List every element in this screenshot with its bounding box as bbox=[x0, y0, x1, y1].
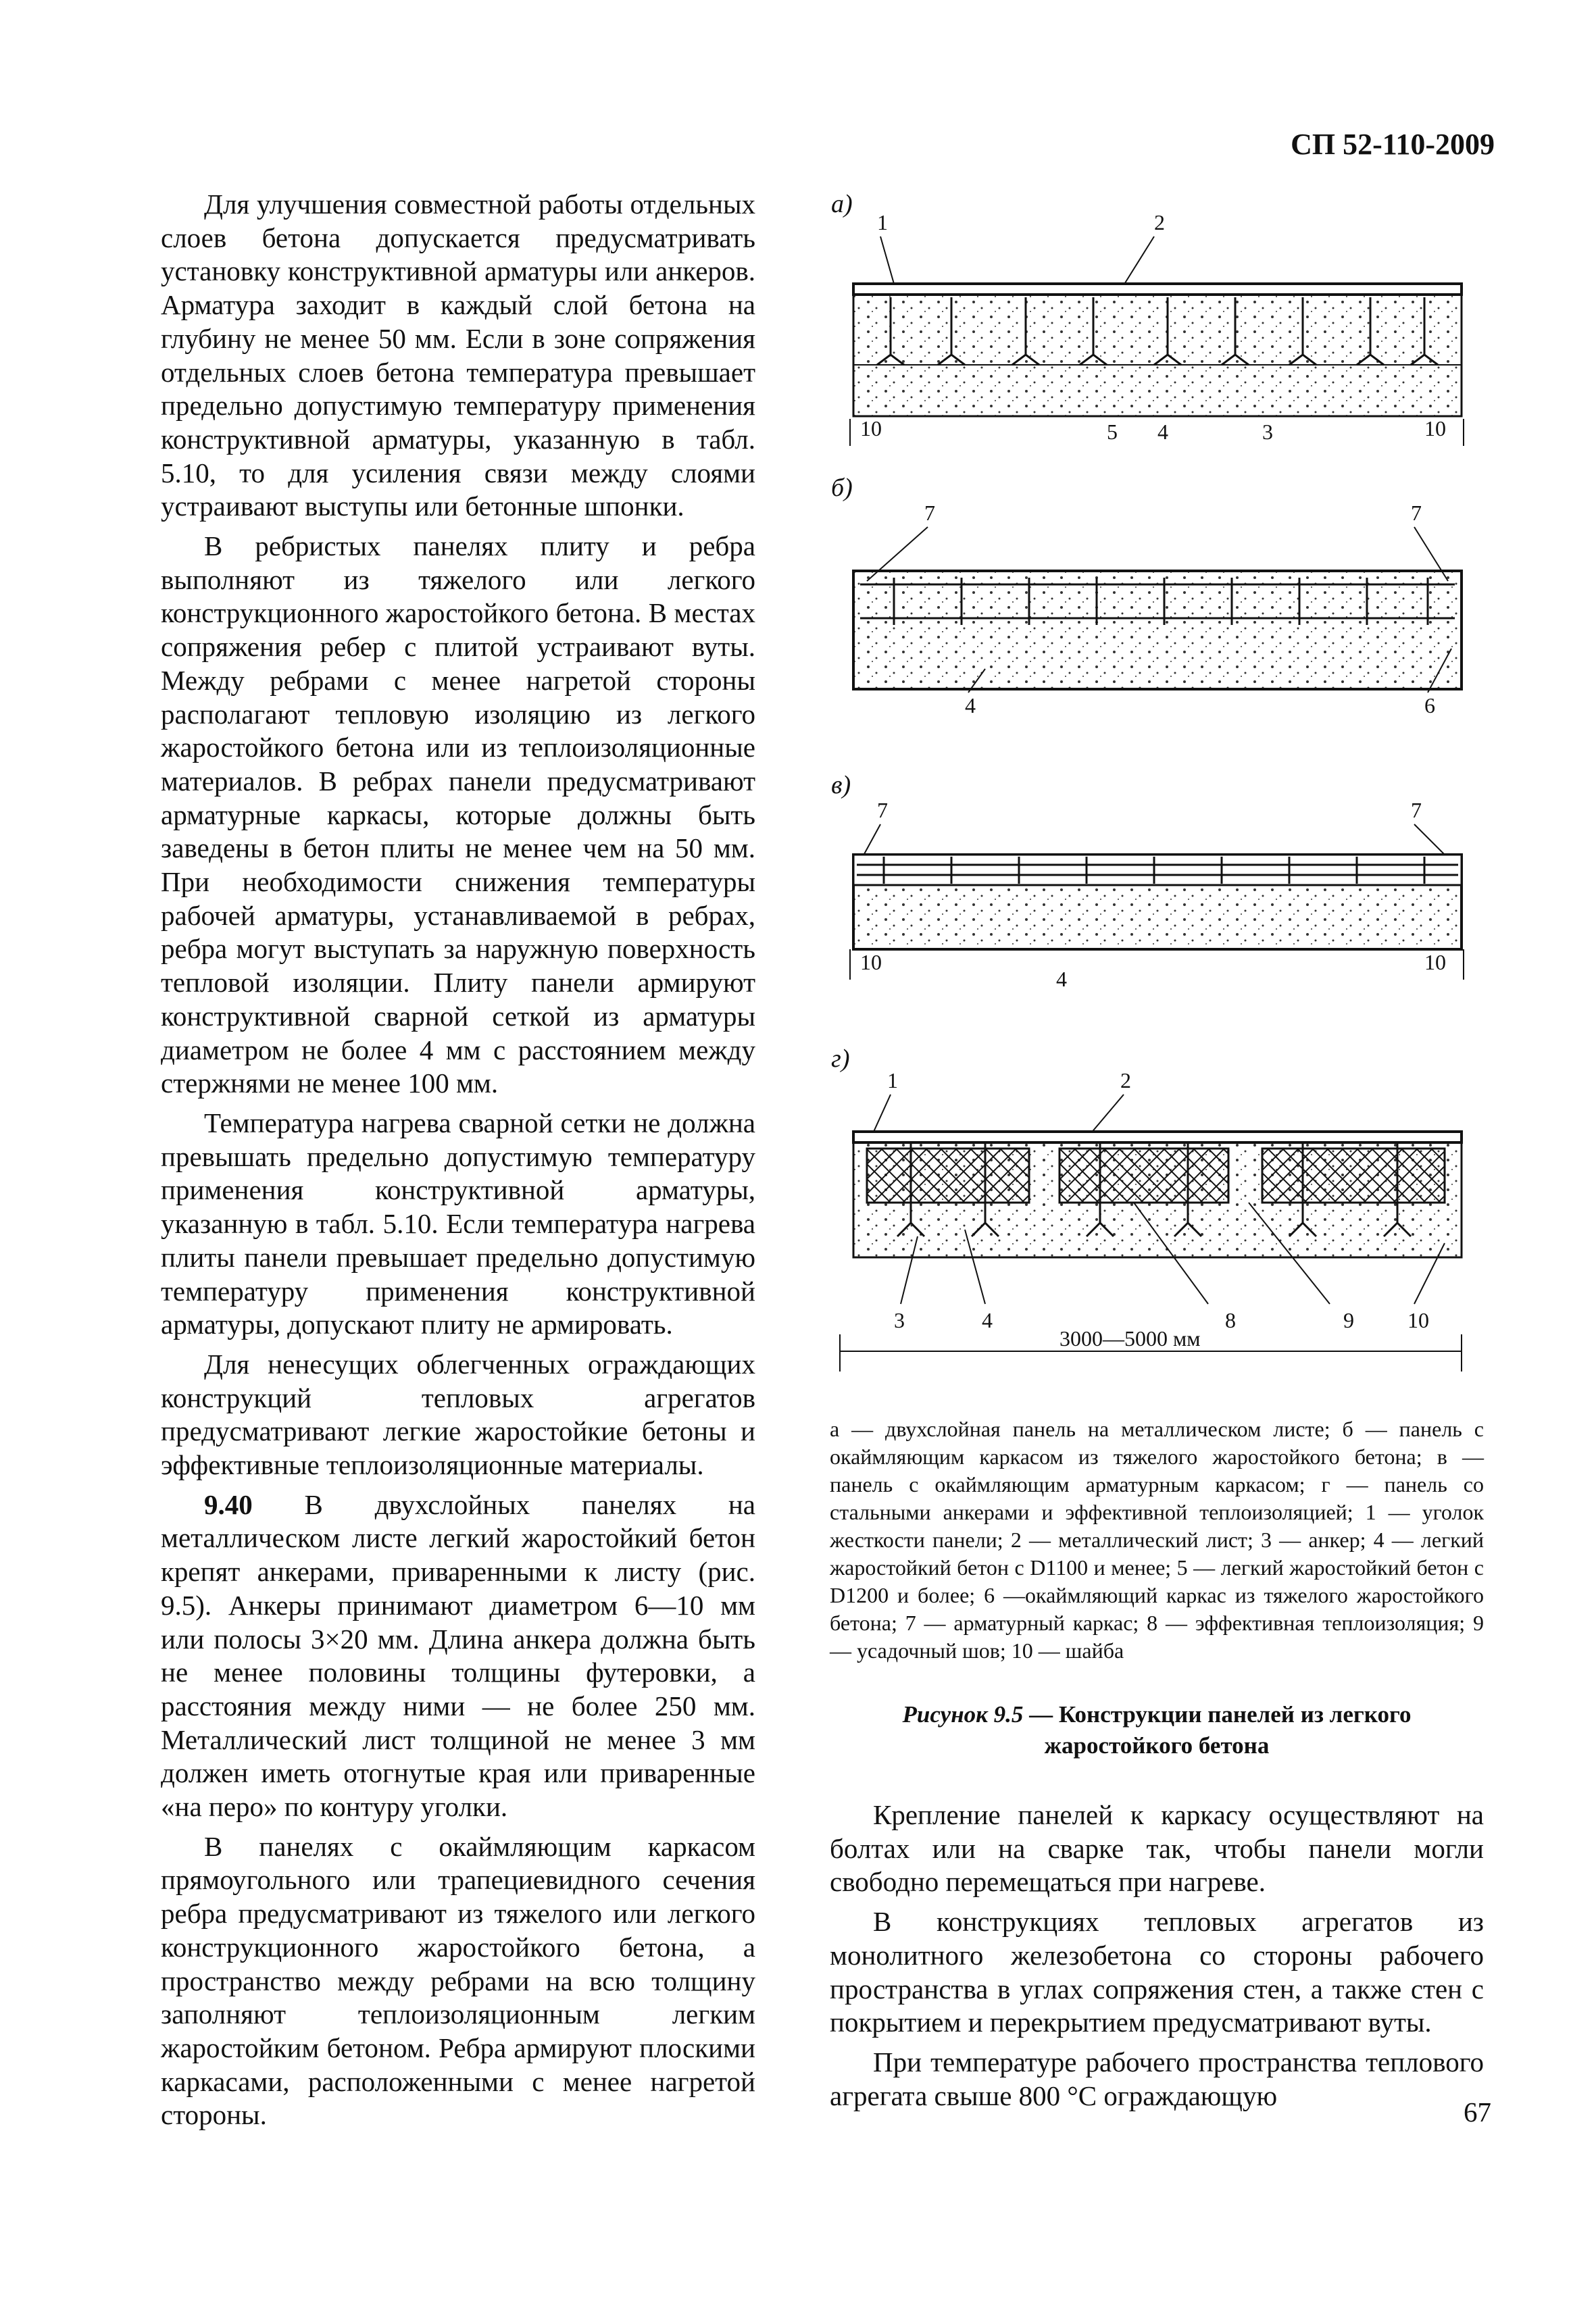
paragraph: Для улучшения совместной работы отдельных слоев бетона допускается предусматривать установку конструктивной арматуры или анкеров. Арматура заходит в каждый слой бетона на глубину не менее 50 мм. Если в зоне сопряжения отдельных слоев бетона температура превышает предельно допустимую температуру применения конструктивной арматуры, указанную в табл. 5.10, то для усиления связи между слоями устраивают выступы или бетонные шпонки. bbox=[161, 188, 755, 522]
callout-1: 1 bbox=[887, 1068, 898, 1092]
figure-caption: а — двухслойная панель на металлическом листе; б — панель с окаймляющим каркасом из тяжелого жаростойкого бетона; в — панель с окаймляющим арматурным каркасом; г — панель со стальными анкерами и эффективной теплоизоляцией; 1 — уголок жесткости панели; 2 — металлический лист; 3 — анкер; 4 — легкий жаростойкий бетон с D1100 и менее; 5 — легкий жаростойкий бетон с D1200 и более; 6 —окаймляющий каркас из тяжелого жаростойкого бетона; 7 — арматурный каркас; 8 — эффективная теплоизоляция; 9 — усадочный шов; 10 — шайба bbox=[830, 1417, 1484, 1663]
panel-v-drawing bbox=[830, 797, 1484, 1000]
panel-b-label: б) bbox=[831, 474, 853, 502]
callout-2: 2 bbox=[1154, 210, 1165, 234]
dim-10-left: 10 bbox=[860, 950, 882, 974]
callout-10: 10 bbox=[1407, 1308, 1429, 1332]
callout-5: 5 bbox=[1107, 420, 1118, 444]
paragraph: В панелях с окаймляющим каркасом прямоугольного или трапециевидного сечения ребра предусматривают из тяжелого или легкого конструкционного жаростойкого бетона, а пространство между ребрами на всю толщину заполняют теплоизоляционным легким жаростойким бетоном. Ребра армируют плоскими каркасами, расположенными с менее нагретой стороны. bbox=[161, 1830, 755, 2131]
panel-a-drawing bbox=[830, 209, 1484, 446]
panel-v-label: в) bbox=[831, 771, 851, 799]
callout-9: 9 bbox=[1343, 1308, 1354, 1332]
clause-text: В двухслойных панелях на металлическом листе легкий жаростойкий бетон крепят анкерами, приваренными к листу (рис. 9.5). Анкеры принимают диаметром 6—10 мм или полосы 3×20 мм. Длина анкера должна быть не менее половины толщины футеровки, а расстояния между ними — не более 250 мм. Металлический лист толщиной не менее 3 мм должен иметь отогнутые края или приваренные «на перо» по контуру уголки. bbox=[161, 1488, 755, 1823]
figure-title bbox=[830, 1699, 1484, 1761]
callout-3: 3 bbox=[894, 1308, 905, 1332]
callout-7-left: 7 bbox=[924, 501, 935, 525]
callout-4: 4 bbox=[965, 693, 976, 718]
paragraph: Крепление панелей к каркасу осуществляют на болтах или на сварке так, чтобы панели могли свободно перемещаться при нагреве. bbox=[830, 1799, 1484, 1898]
callout-6: 6 bbox=[1424, 693, 1435, 718]
callout-2: 2 bbox=[1120, 1068, 1131, 1092]
panel-g-label: г) bbox=[831, 1045, 850, 1073]
dim-10-right: 10 bbox=[1424, 416, 1446, 441]
paragraph: В конструкциях тепловых агрегатов из монолитного железобетона со стороны рабочего пространства в углах сопряжения стен, а также стен с покрытием и перекрытием предусматривают вуты. bbox=[830, 1906, 1484, 2038]
callout-8: 8 bbox=[1225, 1308, 1236, 1332]
figure-title-text: — Конструкции панелей из легкого жаростойкого бетона bbox=[1023, 1701, 1412, 1759]
panel-g-drawing bbox=[830, 1067, 1484, 1385]
page-header-code: СП 52-110-2009 bbox=[1291, 128, 1495, 161]
clause-number: 9.40 bbox=[204, 1488, 253, 1520]
callout-4: 4 bbox=[1157, 420, 1168, 444]
paragraph: Температура нагрева сварной сетки не должна превышать предельно допустимую температуру применения конструктивной арматуры, указанную в табл. 5.10. Если температура нагрева плиты панели превышает предельно допустимую температуру применения конструктивной арматуры, допускают плиту не армировать. bbox=[161, 1107, 755, 1340]
paragraph: При температуре рабочего пространства теплового агрегата свыше 800 °С ограждающую bbox=[830, 2046, 1484, 2111]
right-column bbox=[830, 1799, 1484, 2119]
callout-7-left: 7 bbox=[877, 798, 888, 822]
page-number: 67 bbox=[1464, 2096, 1491, 2128]
panel-b-drawing bbox=[830, 500, 1484, 723]
span-dimension: 3000—5000 мм bbox=[1059, 1326, 1201, 1351]
left-column bbox=[161, 188, 755, 2138]
panel-a-label: а) bbox=[831, 190, 853, 218]
dim-10-left: 10 bbox=[860, 416, 882, 441]
callout-1: 1 bbox=[877, 210, 888, 234]
paragraph: Для ненесущих облегченных ограждающих конструкций тепловых агрегатов предусматривают легкие жаростойкие бетоны и эффективные теплоизоляционные материалы. bbox=[161, 1348, 755, 1481]
callout-7-right: 7 bbox=[1411, 501, 1422, 525]
paragraph: В ребристых панелях плиту и ребра выполняют из тяжелого или легкого конструкционного жаростойкого бетона. В местах сопряжения ребер с плитой устраивают вуты. Между ребрами с менее нагретой стороны располагают тепловую изоляцию из легкого жаростойкого бетона или из теплоизоляционные материалов. В ребрах панели предусматривают арматурные каркасы, которые должны быть заведены в бетон плиты не менее чем на 50 мм. При необходимости снижения температуры рабочей арматуры, устанавливаемой в ребрах, ребра могут выступать за наружную поверхность тепловой изоляции. Плиту панели армируют конструктивной сварной сеткой из арматуры диаметром не более 4 мм с расстоянием между стержнями не менее 100 мм. bbox=[161, 530, 755, 1099]
figure-title-label: Рисунок 9.5 bbox=[902, 1701, 1024, 1728]
dim-10-right: 10 bbox=[1424, 950, 1446, 974]
paragraph-9-40 bbox=[161, 1488, 755, 1824]
callout-3: 3 bbox=[1262, 420, 1273, 444]
callout-7-right: 7 bbox=[1411, 798, 1422, 822]
callout-4: 4 bbox=[1056, 967, 1067, 991]
callout-4: 4 bbox=[982, 1308, 993, 1332]
